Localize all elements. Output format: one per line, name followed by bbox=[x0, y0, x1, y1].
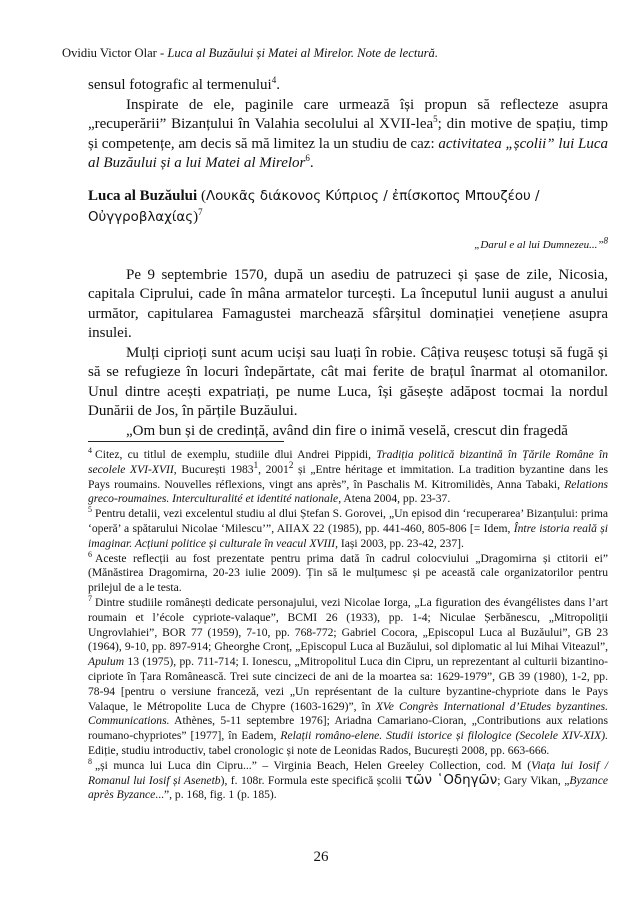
footnote-6: $^6$ Aceste reflecții au fost prezentate pentru prima dată în cadrul colocviului „Dragomirna și ctitorii ei” (Mănăstirea Dragomirna, 20-23 iulie 2009). Țin să le mulțumesc și pe această cale organizatorilor pentru prilejul de a le testa. bbox=[88, 549, 608, 595]
footnote-ref-4[interactable]: 4 bbox=[271, 75, 277, 85]
main-text bbox=[88, 76, 608, 441]
footnote-7: $^7$ Dintre studiile românești dedicate personajului, vezi Nicolae Iorga, „La figuration des évangélistes dans l’art roumain et l’école cypriote-valaque”, BCMI 26 (1933), pp. 1-4; Niculae Șerbănescu, „Mitropoliții Ungrovlahiei”, BOR 77 (1959), 7-10, pp. 768-772; Gabriel Cocora, „Episcopul Luca al Buzăului”, GB 23 (1964), 9-10, pp. 897-914; Gheorghe Cronț, „Episcopul Luca al Buzăului, sol diplomatic al lui Mihai Viteazul”, Apulum 13 (1975), pp. 711-714; I. Ionescu, „Mitropolitul Luca din Cipru, un reprezentant al culturii bizantino-cipriote în Țara Românească. Trei sute cincizeci de ani de la moartea sa: 1629-1979”, GB 39 (1980), 1-2, pp. 78-94 [pentru o versiune franceză, vezi „Un représentant de la culture byzantine-chypriote dans le Pays Valaque, le Métropolite Luca de Chypre (1603-1629)”, în XVe Congrès International d’Etudes byzantines. Communications. Athènes, 5-11 septembre 1976]; Ariadna Camariano-Cioran, „Contributions aux relations roumano-chypriotes” [1977], în Eadem, Relații româno-elene. Studii istorice și filologice (Secolele XIV-XIX). Ediție, studiu introductiv, tabel cronologic și note de Leonidas Rados, București 2008, pp. 663-666. bbox=[88, 594, 608, 757]
footnote-ref-8[interactable]: 8 bbox=[603, 234, 608, 245]
header-author: Ovidiu Victor Olar - bbox=[62, 46, 168, 60]
footnote-5: $^5$ Pentru detalii, vezi excelentul studiu al dlui Ștefan S. Gorovei, „Un episod din ‘recuperarea’ Bizanțului: prima ‘operă’ a spătarului Nicolae ‘Milescu’”, AIIAX 22 (1985), pp. 441-460, 805-806 [= Idem, Între istoria reală și imaginar. Acțiuni politice și culturale în veacul XVIII, Iași 2003, pp. 23-42, 237]. bbox=[88, 505, 608, 550]
footnotes bbox=[88, 448, 608, 803]
paragraph-quote-start: „Om bun și de credință, având din fire o inimă veselă, crescut din fragedă bbox=[126, 422, 568, 439]
footnote-ref-5[interactable]: 5 bbox=[433, 114, 438, 124]
heading-greek-name: Λουκᾶς διάκονος Κύπριος / ἐπίσκοπος Μπουζέου / Οὐγγροβλαχίας bbox=[88, 188, 540, 225]
footnote-ref-6[interactable]: 6 bbox=[305, 153, 310, 163]
header-title: Luca al Buzăului și Matei al Mirelor. Note de lectură. bbox=[167, 46, 438, 60]
page-number: 26 bbox=[313, 849, 329, 865]
footnote-8: $^8$ „și munca lui Luca din Cipru...” – Virginia Beach, Helen Greeley Collection, cod. M (Viața lui Iosif / Romanul lui Iosif și Asenetb), f. 108r. Formula este specifică școlii τῶν ῾Οδηγῶν; Gary Vikan, „Byzance après Byzance...”, p. 168, fig. 1 (p. 185). bbox=[88, 756, 608, 802]
section-heading: Luca al Buzăului (Λουκᾶς διάκονος Κύπριος / ἐπίσκοπος Μπουζέου / Οὐγγροβλαχίας)$^7$ bbox=[88, 187, 540, 225]
running-header bbox=[62, 46, 592, 61]
heading-title: Luca al Buzăului bbox=[88, 187, 198, 204]
paragraph-cypriots: Mulți ciprioți sunt acum uciși sau luați în robie. Câțiva reușesc totuși să fugă și să se refugieze în locuri îndepărtate, cât mai ferite de brațul înarmat al otomanilor. Unul dintre acești expatriați, pe nume Luca, își găsește adăpost tocmai la nordul Dunării de Jos, în părțile Buzăului. bbox=[88, 344, 608, 419]
footnote-separator bbox=[88, 441, 284, 442]
paragraph-nicosia: Pe 9 septembrie 1570, după un asediu de patruzeci și șase de zile, Nicosia, capitala Ciprului, cade în mâna armatelor turcești. La începutul lunii august a anului următor, capitularea Famagustei marchează sfârșitul dominației venețiene asupra insulei. bbox=[88, 266, 608, 341]
paragraph-continuation: sensul fotografic al termenului$^4$. bbox=[88, 75, 280, 93]
footnote-ref-7[interactable]: 7 bbox=[198, 206, 203, 217]
footnote-4: $^4$ Citez, cu titlul de exemplu, studiile dlui Andrei Pippidi, Tradiția politică bizantină în Țările Române în secolele XVI-XVII, București 1983$^1$, 2001$^2$ și „Entre héritage et immitation. La tradition byzantine dans les Pays roumains. Nouvelles réflexions, vingt ans après”, în Paschalis M. Kitromilidès, Anna Tabaki, Relations greco-roumaines. Interculturalité et identité nationale, Atena 2004, pp. 23-37. bbox=[88, 446, 609, 506]
epigraph: „Darul e al lui Dumnezeu...”$^8$ bbox=[474, 234, 608, 251]
paragraph-intro: Inspirate de ele, paginile care urmează își propun să reflecteze asupra „recuperării” Bizanțului în Valahia secolului al XVII-lea$^5$; din motive de spațiu, timp și competențe, am decis să mă limitez la un studiu de caz: activitatea „școlii” lui Luca al Buzăului și a lui Matei al Mirelor$^6$. bbox=[88, 96, 608, 171]
